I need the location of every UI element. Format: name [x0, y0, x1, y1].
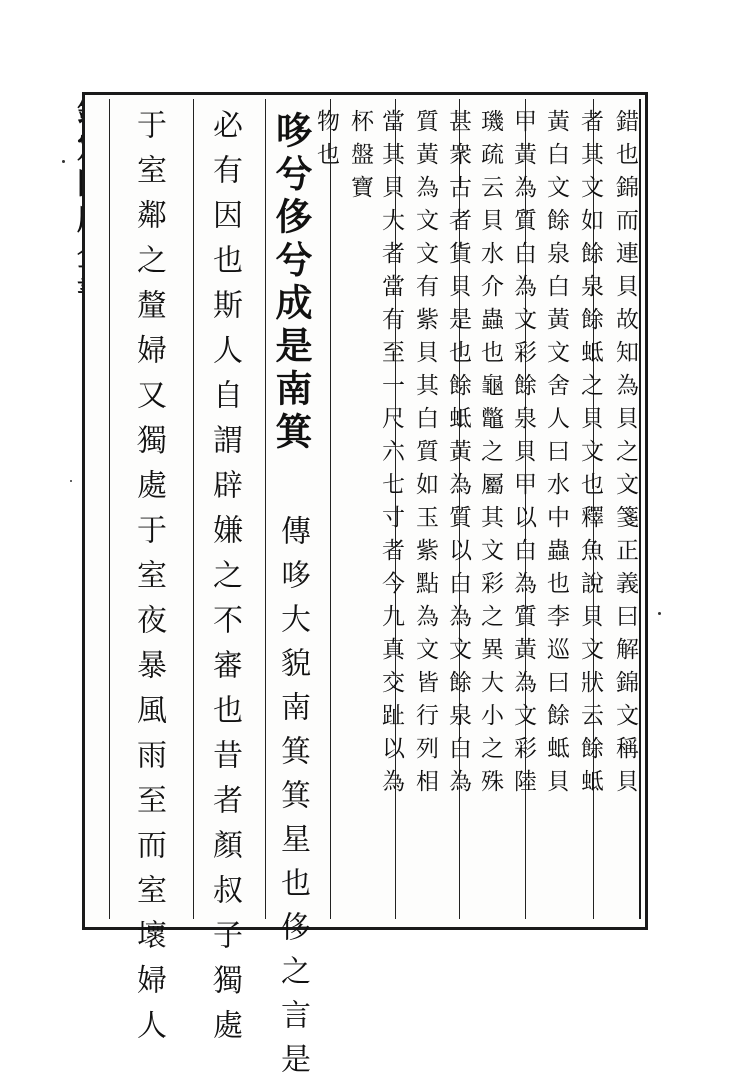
commentary-column-6: 甚衆古者貨貝是也餘蚳黃為質以白為文餘泉白為	[445, 109, 471, 802]
commentary-column-11: 必有因也斯人自謂辟嫌之不審也昔者顏叔子獨處	[207, 109, 242, 1054]
scan-speck	[62, 160, 65, 163]
commentary-column-10: 物也	[313, 109, 339, 175]
column-rule	[330, 99, 331, 919]
commentary-column-8: 當其貝大者當有至一尺六七寸者今九真交趾以為	[378, 109, 404, 802]
commentary-column-5: 璣疏云貝水介蟲也龜鼈之屬其文彩之異大小之殊	[477, 109, 503, 802]
text-block	[109, 99, 641, 1087]
commentary-column-9: 杯盤寶	[347, 109, 373, 208]
transmission-note-column: 傳哆大貌南箕箕星也侈之言是	[275, 515, 310, 1087]
page-frame	[82, 92, 648, 1087]
commentary-column-2: 者其文如餘泉餘蚳之貝文也釋魚說貝文狀云餘蚳	[577, 109, 603, 802]
commentary-column-7: 質黃為文文有紫貝其白質如玉紫點為文皆行列相	[412, 109, 438, 802]
column-rule	[193, 99, 194, 919]
scan-speck	[70, 480, 72, 482]
scan-speck	[658, 612, 661, 615]
commentary-column-3: 黃白文餘泉白黃文舍人曰水中蟲也李巡曰餘蚳貝	[543, 109, 569, 802]
commentary-column-4: 甲黃為質白為文彩餘泉貝甲以白為質黃為文彩陸	[510, 109, 536, 802]
main-text-column: 哆兮侈兮成是南箕	[269, 111, 313, 455]
column-rule	[109, 99, 110, 919]
commentary-column-12: 于室鄰之釐婦又獨處于室夜暴風雨至而室壞婦人	[131, 109, 166, 1054]
commentary-column-1: 錯也錦而連貝故知為貝之文箋正義曰解錦文稱貝	[612, 109, 638, 802]
column-rule	[265, 99, 266, 919]
